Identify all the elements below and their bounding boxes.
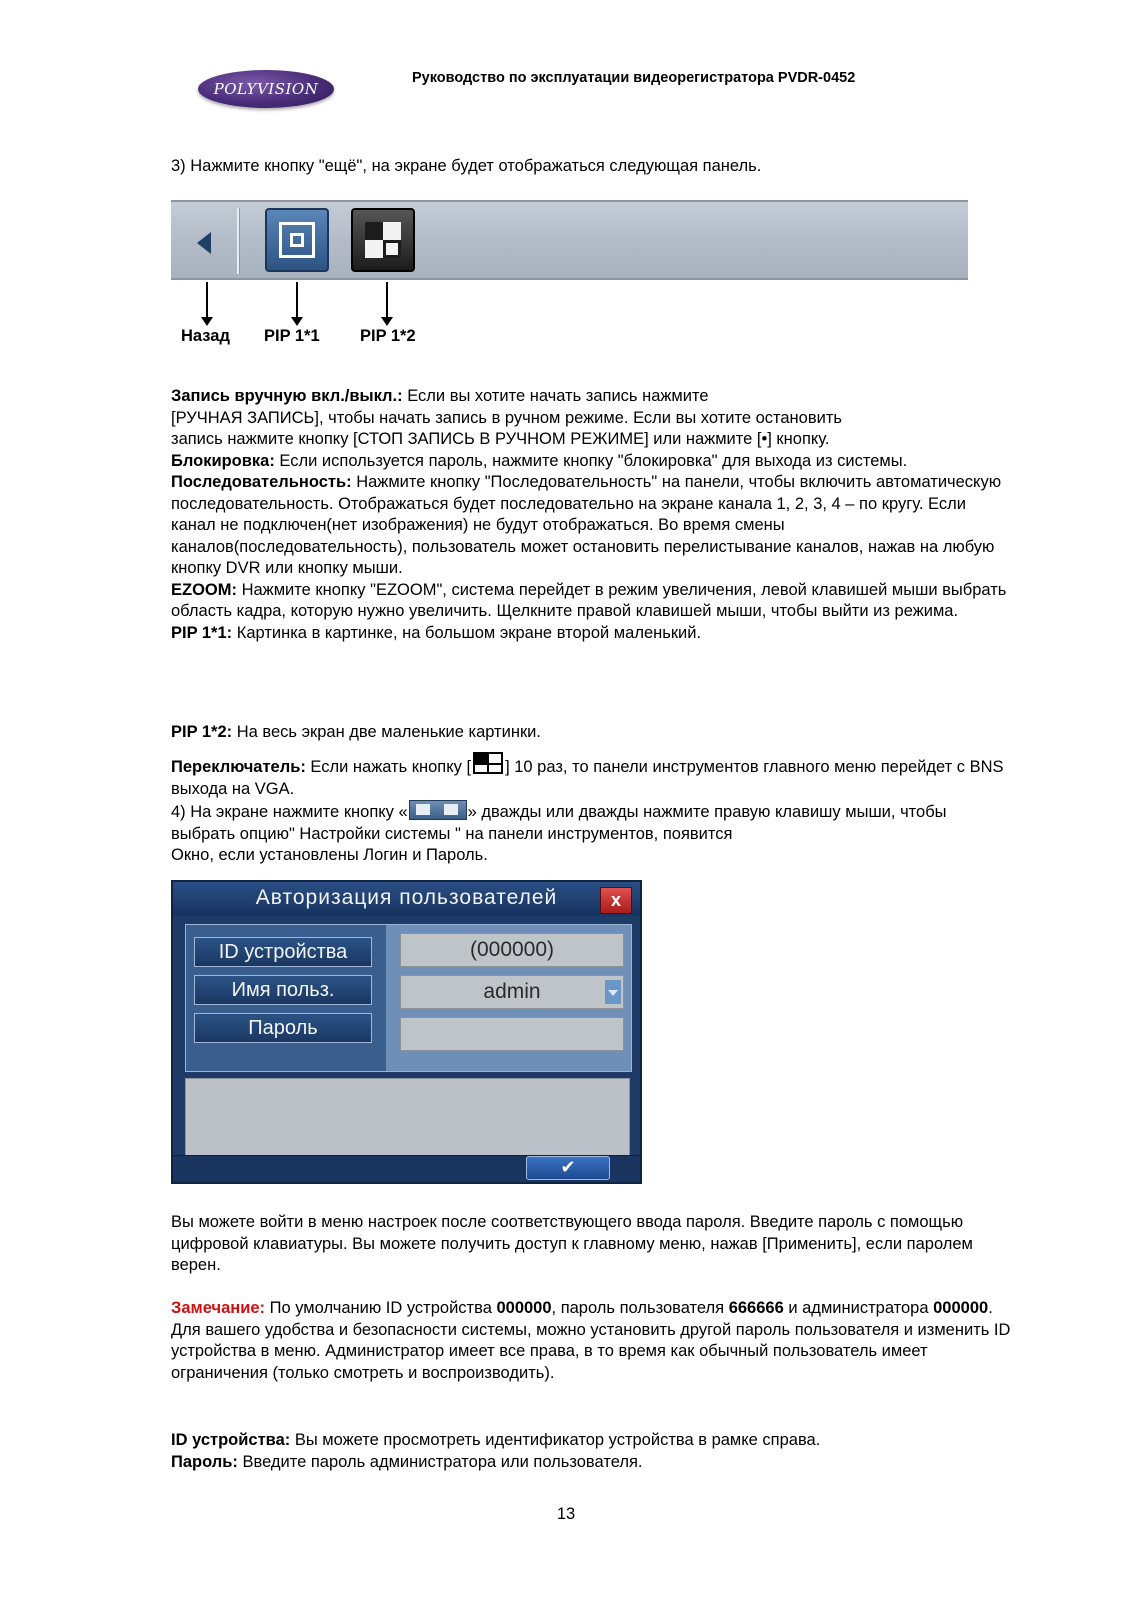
- note-label: Замечание:: [171, 1299, 266, 1317]
- label-pip11: PIP 1*1: [264, 327, 320, 345]
- password-field[interactable]: [400, 1017, 624, 1051]
- pw-def-title: Пароль:: [171, 1452, 238, 1471]
- ezoom-text: Нажмите кнопку "EZOOM", система перейдет в режим увеличения, левой клавишей мыши выбрать область кадра, которую нужно увеличить. Щелкните правой клавишей мыши, чтобы выйти из режима.: [171, 580, 1007, 620]
- note-user-password-default: 666666: [728, 1299, 784, 1317]
- switch-title: Переключатель:: [171, 758, 306, 776]
- chevron-down-icon[interactable]: [605, 980, 621, 1004]
- header-title: Руководство по эксплуатации видеорегистратора PVDR-0452: [412, 70, 856, 86]
- device-id-field[interactable]: (000000): [400, 933, 624, 967]
- pw-def-text: Введите пароль администратора или пользователя.: [237, 1452, 643, 1471]
- device-id-label: ID устройства: [194, 937, 372, 967]
- pip11-text: Картинка в картинке, на большом экране второй маленький.: [232, 623, 702, 642]
- switch-text-a: Если нажать кнопку [: [305, 758, 472, 776]
- username-select[interactable]: [400, 975, 624, 1009]
- id-def-title: ID устройства:: [171, 1431, 291, 1449]
- polyvision-logo: [198, 70, 334, 108]
- pip12-paragraph: [171, 722, 1011, 744]
- label-pip12: PIP 1*2: [360, 327, 416, 345]
- note-t4: . Для вашего удобства и безопасности системы, можно установить другой пароль пользователя и изменить ID устройства в меню. Администратор имеет все права, в то время как обычный пользователь имеет ограничения (только смотреть и воспроизводить).: [171, 1299, 1011, 1382]
- toolbar-panel-image: [171, 200, 968, 280]
- switch-paragraph: [171, 752, 1011, 867]
- pip-1x1-icon[interactable]: [265, 208, 329, 272]
- step3-text: 3) Нажмите кнопку "ещё", на экране будет отображаться следующая панель.: [171, 157, 762, 175]
- switch-text-b: ] 10 раз, то панели инструментов главного меню перейдет с BNS выхода на VGA.: [171, 758, 1004, 798]
- step4-text-b: » дважды или дважды нажмите правую клавишу мыши, чтобы выбрать опцию" Настройки системы " на панели инструментов, появится: [171, 803, 947, 843]
- step4-text-a: 4) На экране нажмите кнопку «: [171, 803, 408, 821]
- label-back: Назад: [181, 327, 230, 345]
- pip12-title: PIP 1*2:: [171, 723, 233, 741]
- manual-record-line2: [РУЧНАЯ ЗАПИСЬ], чтобы начать запись в ручном режиме. Если вы хотите остановить: [171, 408, 842, 427]
- lock-text: Если используется пароль, нажмите кнопку "блокировка" для выхода из системы.: [274, 451, 908, 470]
- lock-title: Блокировка:: [171, 451, 275, 470]
- definitions-paragraph: [171, 1430, 1011, 1473]
- note-t1: По умолчанию ID устройства: [265, 1299, 497, 1317]
- close-button[interactable]: x: [600, 887, 632, 914]
- ezoom-title: EZOOM:: [171, 580, 237, 599]
- pip12-text: На весь экран две маленькие картинки.: [232, 723, 541, 741]
- manual-record-title: Запись вручную вкл./выкл.:: [171, 387, 403, 405]
- ok-button[interactable]: ✔: [526, 1156, 610, 1180]
- arrow-back: [206, 282, 208, 324]
- note-paragraph: [171, 1298, 1011, 1384]
- step4-line2: Окно, если установлены Логин и Пароль.: [171, 846, 488, 864]
- sequence-text: Нажмите кнопку "Последовательность" на панели, чтобы включить автоматическую последовательность. Отображаться будет последовательно на экране канала 1, 2, 3, 4 – по кругу. Если канал не подключен(нет изображения) не будут отображаться. Во время смены каналов(последовательность), пользователь может остановить перелистывание каналов, нажав на любую кнопку DVR или кнопку мыши.: [171, 473, 1002, 577]
- id-def-text: Вы можете просмотреть идентификатор устройства в рамке справа.: [290, 1431, 821, 1449]
- system-settings-icon: [409, 800, 467, 820]
- dialog-message-area: [185, 1078, 630, 1156]
- page-number: 13: [556, 1505, 576, 1523]
- dialog-footer: [173, 1155, 640, 1182]
- manual-record-paragraph: [171, 386, 1011, 644]
- logo-text: POLYVISION: [213, 80, 319, 98]
- arrow-pip12: [386, 282, 388, 324]
- sequence-title: Последовательность:: [171, 473, 352, 491]
- manual-record-line3: запись нажмите кнопку [СТОП ЗАПИСЬ В РУЧНОМ РЕЖИМЕ] или нажмите [•] кнопку.: [171, 430, 830, 448]
- after-dialog-paragraph: Вы можете войти в меню настроек после соответствующего ввода пароля. Введите пароль с помощью цифровой клавиатуры. Вы можете получить доступ к главному меню, нажав [Применить], если паролем верен.: [171, 1213, 973, 1274]
- arrow-pip11: [296, 282, 298, 324]
- pip-1x2-icon[interactable]: [351, 208, 415, 272]
- note-t2: , пароль пользователя: [551, 1299, 729, 1317]
- split-screen-icon: [473, 752, 503, 774]
- user-auth-dialog: [171, 880, 642, 1184]
- note-device-id-default: 000000: [496, 1299, 552, 1317]
- note-t3: и администратора: [783, 1299, 934, 1317]
- password-label: Пароль: [194, 1013, 372, 1043]
- dialog-form-panel: [185, 924, 632, 1072]
- username-label: Имя польз.: [194, 975, 372, 1005]
- note-admin-password-default: 000000: [933, 1299, 989, 1317]
- username-value: admin: [483, 980, 541, 1003]
- back-arrow-icon[interactable]: [197, 232, 211, 254]
- toolbar-separator: [237, 208, 239, 274]
- dialog-title: Авторизация пользователей: [173, 882, 640, 916]
- manual-record-line1: Если вы хотите начать запись нажмите: [402, 387, 709, 405]
- pip11-title: PIP 1*1:: [171, 623, 233, 642]
